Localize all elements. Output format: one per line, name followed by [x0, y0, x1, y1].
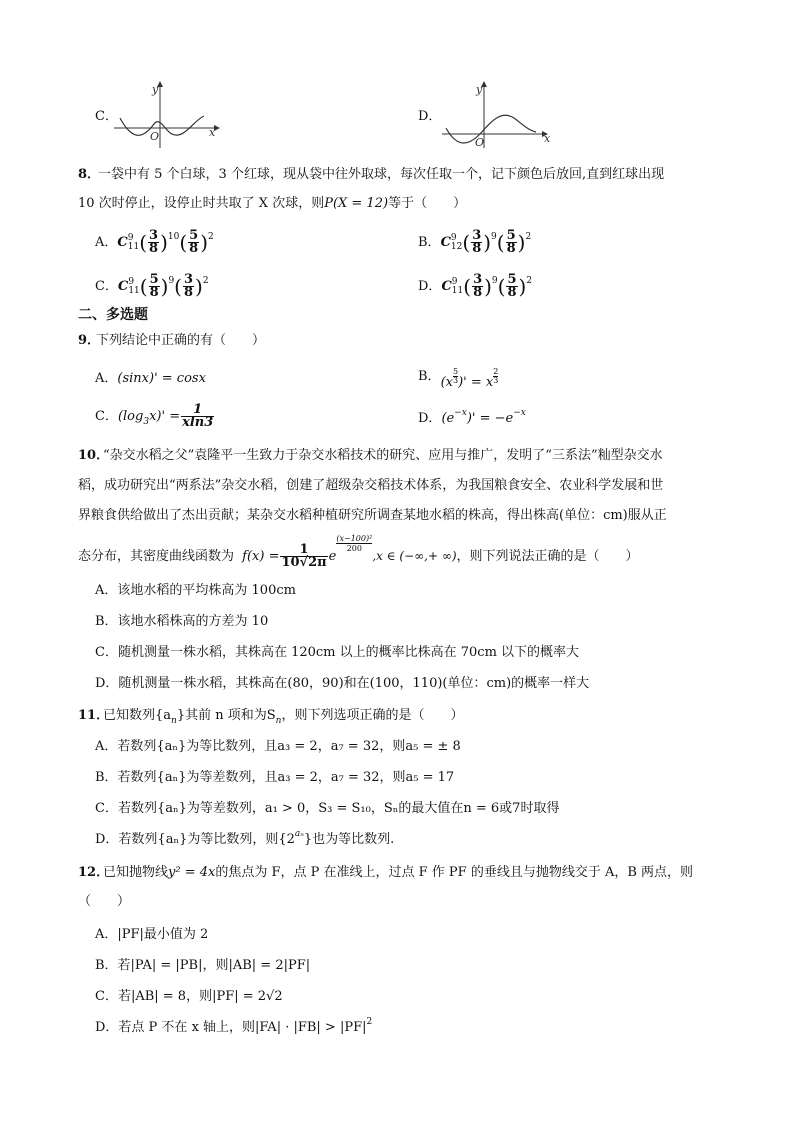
- q10-line3: 界粮食供给做出了杰出贡献；某杂交水稻种植研究所调查某地水稻的株高，得出株高(单位：cm)服从正: [78, 508, 667, 523]
- q12-option-b: B．若|PA| = |PB|，则|AB| = 2|PF|: [95, 958, 311, 973]
- q8-stem-line2: 10 次时停止，设停止时共取了 X 次球，则P(X = 12)等于（ ）: [78, 196, 467, 211]
- q9-option-b: B．(x $\frac{5}{3}$ )' = x $\frac{2}{3}$: [418, 367, 499, 390]
- q12-line2: （ ）: [78, 894, 131, 909]
- q12-option-d: D．若点 P 不在 x 轴上，则$|FA| \cdot |FB| > |PF|^2$: [95, 1017, 373, 1035]
- q8-option-c: C．C 9 11 ( $\frac{5}{8}$ )$^9$( $\frac{3}{8}$ )$^2$: [95, 272, 209, 300]
- q7d-axis-y: y: [476, 83, 483, 96]
- q12-line1: 已知抛物线y² = 4x的焦点为 F，点 P 在准线上，过点 F 作 PF 的垂线且与抛物线交于 A，B 两点，则: [103, 865, 694, 880]
- q11-option-d: D．若数列{aₙ}为等比数列，则$\{2^{a_n}\}$也为等比数列.: [95, 829, 395, 847]
- q10-line1: “杂交水稻之父”袁隆平一生致力于杂交水稻技术的研究、应用与推广，发明了“三系法”籼型杂交水: [103, 448, 663, 463]
- q8-stem-line1: 一袋中有 5 个白球，3 个红球，现从袋中往外取球，每次任取一个，记下颜色后放回,直到红球出现: [98, 167, 665, 182]
- q7-option-d-label: D．: [418, 109, 442, 124]
- q10-option-d: D．随机测量一株水稻，其株高在(80，90)和在(100，110)(单位：cm)的概率一样大: [95, 676, 590, 691]
- q9-number: 9．: [78, 333, 101, 348]
- q9-option-d: D．$(e^{-x})' = -e^{-x}$: [418, 408, 526, 426]
- q9-option-a: A．(sinx)' = cosx: [95, 371, 206, 386]
- q11-option-b: B．若数列{aₙ}为等差数列，且a₃ = 2，a₇ = 32，则a₅ = 17: [95, 770, 455, 785]
- q7c-axis-x: x: [209, 126, 216, 139]
- q10-line2: 稻，成功研究出“两系法”杂交水稻，创建了超级杂交稻技术体系，为我国粮食安全、农业科学发展和世: [78, 478, 664, 493]
- q8-option-a: A．C 9 11 ( $\frac{3}{8}$ )$^{10}$( $\frac{5}{8}$ )$^2$: [95, 228, 214, 256]
- q8-option-b: B．C 9 12 ( $\frac{3}{8}$ )$^9$( $\frac{5}{8}$ )$^2$: [418, 228, 532, 256]
- q7d-origin: O: [475, 136, 485, 149]
- q11-option-c: C．若数列{aₙ}为等差数列，a₁ > 0，S₃ = S₁₀，Sₙ的最大值在n = 6或7时取得: [95, 801, 560, 816]
- q11-number: 11．: [78, 708, 110, 723]
- q8-option-d: D．C 9 11 ( $\frac{3}{8}$ )$^9$( $\frac{5}{8}$ )$^2$: [418, 272, 533, 300]
- q7c-origin: O: [150, 130, 160, 143]
- q11-stem: 已知数列$\{a_n\}$其前 n 项和为$S_n$，则下列选项正确的是（ ）: [103, 708, 464, 726]
- q11-option-a: A．若数列{aₙ}为等比数列，且a₃ = 2，a₇ = 32，则a₅ = ± 8: [95, 739, 461, 754]
- q12-number: 12．: [78, 865, 110, 880]
- q8-number: 8．: [78, 167, 101, 182]
- q10-number: 10．: [78, 448, 110, 463]
- q7-option-c-graph: [112, 80, 222, 150]
- q9-option-c: C．$(\log_3x)'$ = $\frac{1}{xln3}$: [95, 402, 214, 430]
- q10-option-c: C．随机测量一株水稻，其株高在 120cm 以上的概率比株高在 70cm 以下的概率大: [95, 645, 580, 660]
- q9-stem: 下列结论中正确的有（ ）: [96, 333, 266, 348]
- q10-option-a: A．该地水稻的平均株高为 100cm: [95, 583, 296, 598]
- q12-option-a: A．|PF|最小值为 2: [95, 927, 209, 942]
- q7-option-d-graph: [440, 80, 555, 150]
- q7d-axis-x: x: [544, 132, 551, 145]
- q10-line4: 态分布，其密度曲线函数为 f(x) = $\frac{1}{10√2\pi}$ e $\frac{\text{(x−100)²}}{200}$ ,x ∈ (−∞,+ ∞)，则下列说法正确的是（ ）: [78, 534, 639, 570]
- q12-option-c: C．若|AB| = 8，则|PF| = 2√2: [95, 989, 283, 1004]
- section-title-multi-choice: 二、多选题: [78, 307, 148, 323]
- q10-option-b: B．该地水稻株高的方差为 10: [95, 614, 269, 629]
- q7-option-c-label: C．: [95, 109, 118, 124]
- q7c-axis-y: y: [152, 83, 159, 96]
